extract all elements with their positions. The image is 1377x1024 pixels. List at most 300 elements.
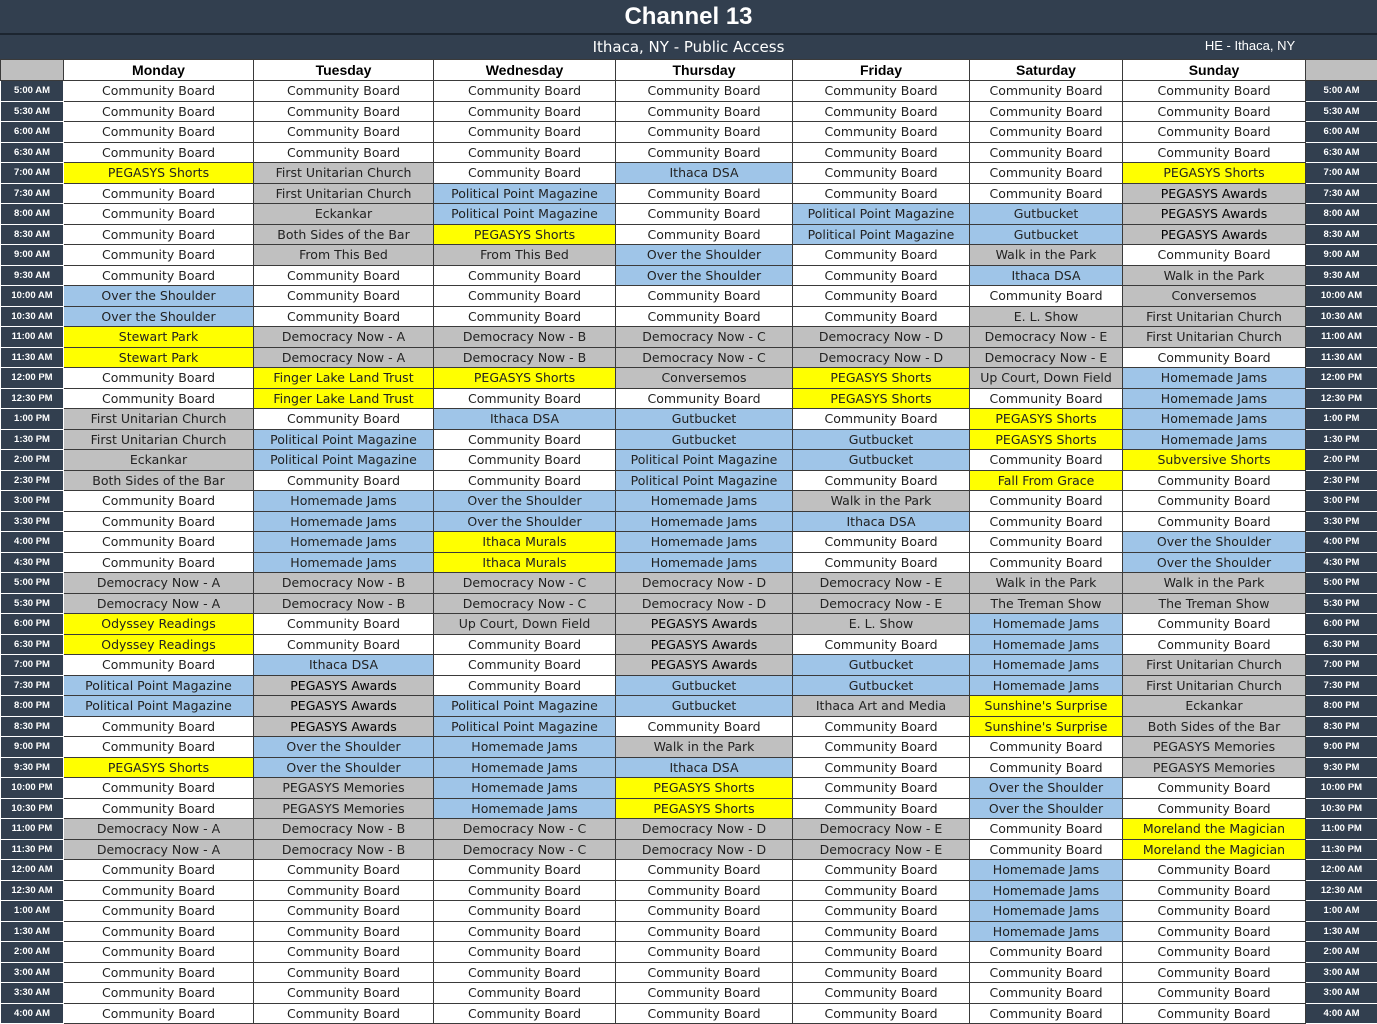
schedule-row: [1, 224, 1377, 245]
program-cell: Community Board: [434, 942, 616, 963]
time-label-left: 9:30 PM: [1, 757, 64, 778]
program-cell: Gutbucket: [970, 204, 1123, 225]
program-cell: Democracy Now - E: [793, 819, 970, 840]
program-cell: Democracy Now - B: [254, 573, 434, 594]
program-cell: Community Board: [793, 778, 970, 799]
program-cell: Ithaca DSA: [616, 163, 793, 184]
time-label-left: 10:00 PM: [1, 778, 64, 799]
program-cell: First Unitarian Church: [1123, 675, 1306, 696]
program-cell: Community Board: [64, 101, 254, 122]
program-cell: Community Board: [970, 757, 1123, 778]
program-cell: Community Board: [793, 634, 970, 655]
day-header: Monday: [64, 60, 254, 81]
program-cell: Odyssey Readings: [64, 614, 254, 635]
program-cell: Community Board: [793, 798, 970, 819]
corner-cell-left: [1, 60, 64, 81]
corner-cell-right: [1306, 60, 1377, 81]
time-label-left: 10:30 PM: [1, 798, 64, 819]
program-cell: Community Board: [434, 962, 616, 983]
program-cell: Community Board: [1123, 798, 1306, 819]
program-cell: Community Board: [1123, 942, 1306, 963]
program-cell: Community Board: [64, 204, 254, 225]
time-label-left: 1:30 AM: [1, 921, 64, 942]
time-label-left: 7:00 PM: [1, 655, 64, 676]
program-cell: Community Board: [793, 1003, 970, 1024]
program-cell: Community Board: [616, 880, 793, 901]
program-cell: Homemade Jams: [1123, 388, 1306, 409]
program-cell: Community Board: [64, 388, 254, 409]
schedule-row: [1, 696, 1377, 717]
schedule-row: [1, 757, 1377, 778]
time-label-left: 11:00 AM: [1, 327, 64, 348]
time-label-right: 12:30 PM: [1306, 388, 1377, 409]
program-cell: Homemade Jams: [616, 491, 793, 512]
program-cell: From This Bed: [434, 245, 616, 266]
program-cell: Community Board: [434, 1003, 616, 1024]
program-cell: Over the Shoulder: [970, 778, 1123, 799]
program-cell: First Unitarian Church: [64, 409, 254, 430]
program-cell: Homemade Jams: [970, 901, 1123, 922]
program-cell: Community Board: [616, 921, 793, 942]
schedule-row: [1, 716, 1377, 737]
schedule-row: [1, 962, 1377, 983]
program-cell: Community Board: [793, 860, 970, 881]
program-cell: Community Board: [64, 245, 254, 266]
program-cell: Community Board: [64, 655, 254, 676]
day-header: Wednesday: [434, 60, 616, 81]
time-label-right: 12:30 AM: [1306, 880, 1377, 901]
program-cell: First Unitarian Church: [1123, 327, 1306, 348]
schedule-row: [1, 306, 1377, 327]
schedule-row: [1, 81, 1377, 102]
time-label-right: 4:00 AM: [1306, 1003, 1377, 1024]
time-label-right: 5:00 PM: [1306, 573, 1377, 594]
schedule-row: [1, 347, 1377, 368]
program-cell: Community Board: [254, 142, 434, 163]
program-cell: Community Board: [793, 163, 970, 184]
program-cell: Ithaca DSA: [254, 655, 434, 676]
time-label-right: 9:30 AM: [1306, 265, 1377, 286]
program-cell: Democracy Now - C: [434, 573, 616, 594]
time-label-right: 3:30 PM: [1306, 511, 1377, 532]
program-cell: Community Board: [616, 122, 793, 143]
program-cell: Community Board: [1123, 511, 1306, 532]
program-cell: Community Board: [434, 163, 616, 184]
time-label-left: 2:00 PM: [1, 450, 64, 471]
time-label-right: 7:30 AM: [1306, 183, 1377, 204]
program-cell: Over the Shoulder: [434, 491, 616, 512]
schedule-grid: [0, 59, 1377, 1024]
program-cell: Democracy Now - A: [64, 819, 254, 840]
program-cell: Community Board: [64, 860, 254, 881]
program-cell: Community Board: [254, 1003, 434, 1024]
program-cell: Community Board: [793, 265, 970, 286]
program-cell: Democracy Now - D: [616, 573, 793, 594]
time-label-right: 3:00 PM: [1306, 491, 1377, 512]
program-cell: Political Point Magazine: [434, 696, 616, 717]
program-cell: Community Board: [793, 983, 970, 1004]
program-cell: Community Board: [254, 470, 434, 491]
program-cell: Community Board: [254, 983, 434, 1004]
program-cell: Community Board: [970, 101, 1123, 122]
program-cell: Community Board: [970, 286, 1123, 307]
program-cell: Community Board: [434, 286, 616, 307]
time-label-right: 7:00 AM: [1306, 163, 1377, 184]
program-cell: Community Board: [1123, 860, 1306, 881]
program-cell: Homemade Jams: [970, 860, 1123, 881]
program-cell: Homemade Jams: [254, 532, 434, 553]
program-cell: Community Board: [616, 142, 793, 163]
program-cell: Over the Shoulder: [616, 265, 793, 286]
program-cell: Homemade Jams: [616, 511, 793, 532]
time-label-right: 3:00 AM: [1306, 962, 1377, 983]
program-cell: Finger Lake Land Trust: [254, 388, 434, 409]
time-label-left: 9:00 AM: [1, 245, 64, 266]
program-cell: PEGASYS Shorts: [64, 163, 254, 184]
program-cell: Community Board: [64, 921, 254, 942]
time-label-right: 9:00 AM: [1306, 245, 1377, 266]
time-label-left: 12:30 AM: [1, 880, 64, 901]
program-cell: Community Board: [970, 183, 1123, 204]
program-cell: Community Board: [793, 409, 970, 430]
program-cell: Community Board: [793, 183, 970, 204]
program-cell: Walk in the Park: [970, 573, 1123, 594]
time-label-left: 5:00 AM: [1, 81, 64, 102]
program-cell: PEGASYS Memories: [254, 778, 434, 799]
schedule-row: [1, 183, 1377, 204]
program-cell: PEGASYS Awards: [1123, 204, 1306, 225]
program-cell: Community Board: [254, 962, 434, 983]
time-label-left: 9:00 PM: [1, 737, 64, 758]
program-cell: Up Court, Down Field: [434, 614, 616, 635]
program-cell: PEGASYS Shorts: [434, 224, 616, 245]
time-label-right: 10:30 PM: [1306, 798, 1377, 819]
program-cell: From This Bed: [254, 245, 434, 266]
program-cell: Community Board: [616, 388, 793, 409]
program-cell: Homemade Jams: [1123, 409, 1306, 430]
program-cell: Walk in the Park: [1123, 573, 1306, 594]
program-cell: Homemade Jams: [1123, 429, 1306, 450]
program-cell: Homemade Jams: [970, 675, 1123, 696]
program-cell: Community Board: [254, 634, 434, 655]
time-label-left: 5:00 PM: [1, 573, 64, 594]
program-cell: Community Board: [254, 614, 434, 635]
subtitle-bar: [0, 35, 1377, 59]
program-cell: Community Board: [1123, 491, 1306, 512]
time-label-right: 2:00 PM: [1306, 450, 1377, 471]
time-label-left: 6:30 AM: [1, 142, 64, 163]
program-cell: Community Board: [793, 142, 970, 163]
program-cell: Community Board: [793, 880, 970, 901]
program-cell: Democracy Now - A: [254, 327, 434, 348]
time-label-right: 12:00 PM: [1306, 368, 1377, 389]
program-cell: Democracy Now - B: [434, 347, 616, 368]
program-cell: Moreland the Magician: [1123, 819, 1306, 840]
program-cell: Community Board: [1123, 614, 1306, 635]
program-cell: Political Point Magazine: [254, 429, 434, 450]
program-cell: The Treman Show: [1123, 593, 1306, 614]
program-cell: Community Board: [434, 81, 616, 102]
time-label-right: 10:30 AM: [1306, 306, 1377, 327]
program-cell: PEGASYS Memories: [1123, 757, 1306, 778]
program-cell: First Unitarian Church: [254, 163, 434, 184]
program-cell: Sunshine's Surprise: [970, 696, 1123, 717]
program-cell: Community Board: [1123, 245, 1306, 266]
time-label-right: 1:30 PM: [1306, 429, 1377, 450]
schedule-row: [1, 798, 1377, 819]
program-cell: Community Board: [616, 1003, 793, 1024]
program-cell: Community Board: [64, 142, 254, 163]
time-label-left: 7:30 PM: [1, 675, 64, 696]
schedule-row: [1, 983, 1377, 1004]
time-label-right: 11:00 AM: [1306, 327, 1377, 348]
program-cell: Democracy Now - A: [64, 573, 254, 594]
program-cell: E. L. Show: [970, 306, 1123, 327]
program-cell: Over the Shoulder: [64, 306, 254, 327]
time-label-right: 2:00 AM: [1306, 942, 1377, 963]
program-cell: Community Board: [434, 122, 616, 143]
program-cell: Community Board: [793, 101, 970, 122]
program-cell: The Treman Show: [970, 593, 1123, 614]
program-cell: Community Board: [970, 491, 1123, 512]
program-cell: Democracy Now - B: [434, 327, 616, 348]
program-cell: Democracy Now - B: [254, 593, 434, 614]
program-cell: Both Sides of the Bar: [64, 470, 254, 491]
program-cell: Community Board: [793, 532, 970, 553]
program-cell: Community Board: [64, 962, 254, 983]
program-cell: Community Board: [970, 737, 1123, 758]
program-cell: Political Point Magazine: [434, 716, 616, 737]
program-cell: Community Board: [616, 860, 793, 881]
time-label-right: 1:00 AM: [1306, 901, 1377, 922]
program-cell: Community Board: [1123, 122, 1306, 143]
program-cell: Homemade Jams: [970, 614, 1123, 635]
program-cell: Over the Shoulder: [616, 245, 793, 266]
program-cell: Community Board: [1123, 634, 1306, 655]
time-label-left: 11:00 PM: [1, 819, 64, 840]
program-cell: Community Board: [254, 942, 434, 963]
program-cell: Community Board: [64, 491, 254, 512]
program-cell: Gutbucket: [970, 224, 1123, 245]
schedule-row: [1, 942, 1377, 963]
program-cell: Homemade Jams: [1123, 368, 1306, 389]
program-cell: Political Point Magazine: [793, 204, 970, 225]
program-cell: Homemade Jams: [254, 511, 434, 532]
program-cell: Community Board: [254, 81, 434, 102]
schedule-row: [1, 901, 1377, 922]
time-label-right: 8:00 PM: [1306, 696, 1377, 717]
day-header: Thursday: [616, 60, 793, 81]
schedule-row: [1, 880, 1377, 901]
program-cell: Democracy Now - D: [616, 839, 793, 860]
program-cell: Community Board: [1123, 921, 1306, 942]
program-cell: Ithaca Murals: [434, 552, 616, 573]
schedule-row: [1, 122, 1377, 143]
program-cell: Walk in the Park: [616, 737, 793, 758]
program-cell: Homemade Jams: [434, 798, 616, 819]
time-label-left: 1:00 PM: [1, 409, 64, 430]
program-cell: Community Board: [793, 737, 970, 758]
day-header: Friday: [793, 60, 970, 81]
program-cell: Community Board: [434, 655, 616, 676]
program-cell: Community Board: [254, 860, 434, 881]
schedule-row: [1, 634, 1377, 655]
program-cell: Community Board: [970, 839, 1123, 860]
time-label-right: 6:30 AM: [1306, 142, 1377, 163]
schedule-row: [1, 265, 1377, 286]
program-cell: Community Board: [254, 101, 434, 122]
program-cell: Community Board: [434, 634, 616, 655]
program-cell: Community Board: [64, 81, 254, 102]
time-label-right: 1:30 AM: [1306, 921, 1377, 942]
time-label-left: 1:00 AM: [1, 901, 64, 922]
program-cell: Both Sides of the Bar: [1123, 716, 1306, 737]
schedule-row: [1, 921, 1377, 942]
program-cell: Community Board: [793, 552, 970, 573]
program-cell: Gutbucket: [793, 429, 970, 450]
program-cell: PEGASYS Awards: [254, 675, 434, 696]
schedule-row: [1, 573, 1377, 594]
program-cell: Community Board: [616, 716, 793, 737]
program-cell: PEGASYS Awards: [616, 634, 793, 655]
time-label-right: 8:30 AM: [1306, 224, 1377, 245]
program-cell: Community Board: [434, 880, 616, 901]
program-cell: Community Board: [1123, 1003, 1306, 1024]
program-cell: Homemade Jams: [434, 737, 616, 758]
time-label-left: 10:00 AM: [1, 286, 64, 307]
program-cell: Community Board: [793, 122, 970, 143]
program-cell: Ithaca DSA: [616, 757, 793, 778]
program-cell: PEGASYS Shorts: [1123, 163, 1306, 184]
schedule-row: [1, 675, 1377, 696]
time-label-right: 1:00 PM: [1306, 409, 1377, 430]
program-cell: Democracy Now - D: [616, 819, 793, 840]
time-label-left: 8:00 PM: [1, 696, 64, 717]
time-label-right: 10:00 AM: [1306, 286, 1377, 307]
program-cell: Community Board: [64, 183, 254, 204]
time-label-right: 11:00 PM: [1306, 819, 1377, 840]
program-cell: Homemade Jams: [434, 778, 616, 799]
day-header: Tuesday: [254, 60, 434, 81]
time-label-left: 10:30 AM: [1, 306, 64, 327]
program-cell: Democracy Now - D: [793, 347, 970, 368]
program-cell: Community Board: [616, 306, 793, 327]
program-cell: Community Board: [64, 122, 254, 143]
time-label-right: 6:00 PM: [1306, 614, 1377, 635]
program-cell: Homemade Jams: [254, 552, 434, 573]
program-cell: Community Board: [793, 901, 970, 922]
program-cell: Democracy Now - D: [793, 327, 970, 348]
program-cell: Community Board: [970, 1003, 1123, 1024]
program-cell: Stewart Park: [64, 327, 254, 348]
program-cell: First Unitarian Church: [64, 429, 254, 450]
time-label-left: 4:00 AM: [1, 1003, 64, 1024]
program-cell: Political Point Magazine: [434, 204, 616, 225]
program-cell: Community Board: [64, 880, 254, 901]
time-label-left: 12:30 PM: [1, 388, 64, 409]
time-label-right: 5:30 AM: [1306, 101, 1377, 122]
time-label-left: 4:00 PM: [1, 532, 64, 553]
program-cell: Eckankar: [64, 450, 254, 471]
day-header: Saturday: [970, 60, 1123, 81]
program-cell: Over the Shoulder: [434, 511, 616, 532]
schedule-row: [1, 860, 1377, 881]
time-label-left: 4:30 PM: [1, 552, 64, 573]
program-cell: Community Board: [616, 962, 793, 983]
program-cell: Community Board: [64, 716, 254, 737]
program-cell: Political Point Magazine: [434, 183, 616, 204]
program-cell: Fall From Grace: [970, 470, 1123, 491]
schedule-row: [1, 593, 1377, 614]
program-cell: Community Board: [1123, 880, 1306, 901]
time-label-left: 11:30 PM: [1, 839, 64, 860]
program-cell: Homemade Jams: [616, 532, 793, 553]
schedule-row: [1, 142, 1377, 163]
program-cell: Community Board: [434, 388, 616, 409]
program-cell: Democracy Now - C: [616, 347, 793, 368]
schedule-row: [1, 368, 1377, 389]
program-cell: Community Board: [970, 163, 1123, 184]
program-cell: Community Board: [793, 757, 970, 778]
program-cell: Odyssey Readings: [64, 634, 254, 655]
program-cell: Democracy Now - C: [434, 819, 616, 840]
program-cell: Political Point Magazine: [616, 450, 793, 471]
program-cell: Community Board: [616, 942, 793, 963]
schedule-row: [1, 388, 1377, 409]
time-label-right: 9:30 PM: [1306, 757, 1377, 778]
time-label-left: 7:30 AM: [1, 183, 64, 204]
program-cell: Community Board: [64, 901, 254, 922]
program-cell: Democracy Now - C: [434, 593, 616, 614]
program-cell: Community Board: [434, 675, 616, 696]
program-cell: Ithaca DSA: [970, 265, 1123, 286]
program-cell: PEGASYS Shorts: [793, 388, 970, 409]
program-cell: PEGASYS Shorts: [793, 368, 970, 389]
program-cell: PEGASYS Awards: [1123, 183, 1306, 204]
schedule-row: [1, 101, 1377, 122]
program-cell: Community Board: [434, 470, 616, 491]
program-cell: Community Board: [64, 1003, 254, 1024]
program-cell: PEGASYS Awards: [1123, 224, 1306, 245]
program-cell: Community Board: [434, 101, 616, 122]
program-cell: Community Board: [616, 224, 793, 245]
time-label-left: 8:00 AM: [1, 204, 64, 225]
program-cell: Conversemos: [1123, 286, 1306, 307]
program-cell: Community Board: [616, 204, 793, 225]
program-cell: Moreland the Magician: [1123, 839, 1306, 860]
program-cell: Political Point Magazine: [616, 470, 793, 491]
program-cell: Community Board: [1123, 142, 1306, 163]
schedule-row: [1, 511, 1377, 532]
program-cell: PEGASYS Awards: [616, 614, 793, 635]
program-cell: Homemade Jams: [616, 552, 793, 573]
program-cell: Community Board: [616, 183, 793, 204]
program-cell: Community Board: [970, 983, 1123, 1004]
program-cell: Community Board: [254, 265, 434, 286]
program-cell: Subversive Shorts: [1123, 450, 1306, 471]
time-label-right: 11:30 PM: [1306, 839, 1377, 860]
program-cell: Community Board: [970, 122, 1123, 143]
schedule-row: [1, 286, 1377, 307]
program-cell: Community Board: [434, 265, 616, 286]
program-cell: PEGASYS Awards: [616, 655, 793, 676]
program-cell: Community Board: [793, 306, 970, 327]
program-cell: Democracy Now - C: [616, 327, 793, 348]
program-cell: Community Board: [64, 778, 254, 799]
program-cell: Community Board: [434, 306, 616, 327]
program-cell: Over the Shoulder: [970, 798, 1123, 819]
program-cell: Democracy Now - E: [793, 573, 970, 594]
